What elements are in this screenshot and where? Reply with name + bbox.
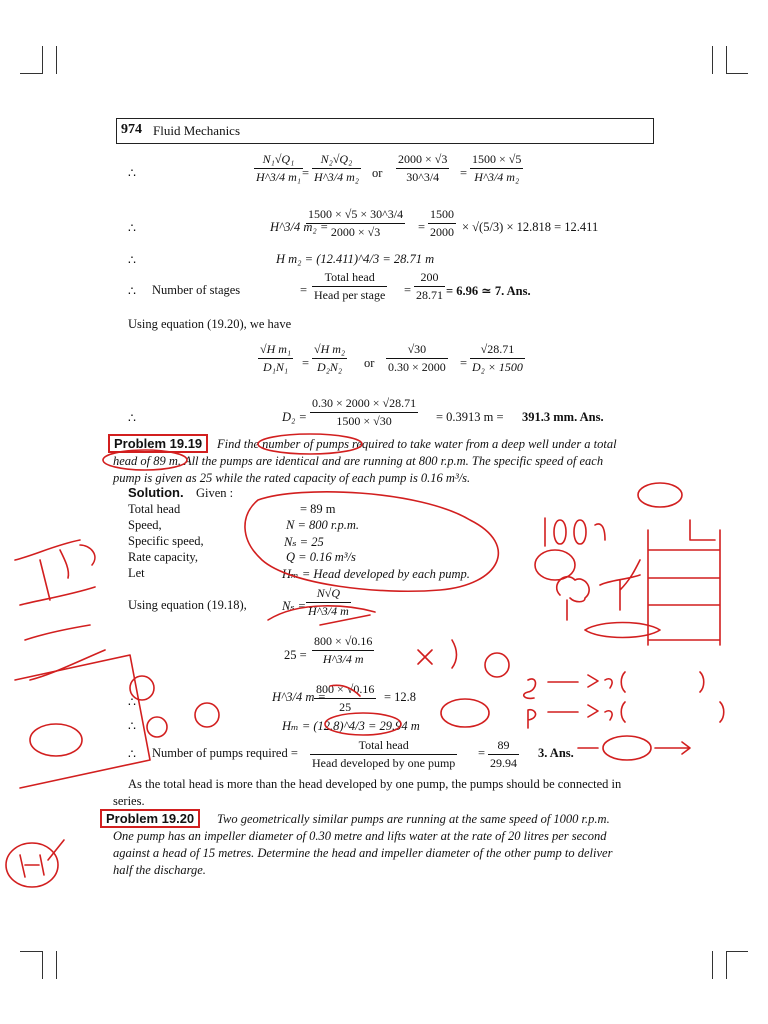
- equation-lhs: D₂ =: [282, 410, 307, 424]
- equation-fraction: $\frac{1500 \times √5 \times 30\^{}3/4}{2000 \times √3}$: [308, 207, 404, 239]
- answer-text: 391.3 mm. Ans.: [522, 410, 604, 424]
- equation-fraction: $\frac{0.30 \times 2000 \times √28.71}{1500 \times √30}$: [312, 396, 417, 428]
- given-label: Rate capacity,: [128, 550, 198, 564]
- problem-label: Problem 19.19: [108, 434, 208, 453]
- equation-rest: = 0.3913 m =: [436, 410, 504, 424]
- given-label: Given :: [196, 486, 234, 500]
- equation-fraction: Total head Head per stage: [314, 270, 386, 302]
- given-value: Q = 0.16 m³/s: [286, 550, 356, 564]
- equation-lhs: H^3/4 m₂ =: [270, 220, 329, 234]
- therefore-symbol: ∴: [128, 253, 136, 267]
- equation-lhs: 25 =: [284, 648, 307, 662]
- equation-fraction: $\frac{89}{29.94}$: [490, 738, 517, 770]
- equation-fraction: $\frac{800 \times √0.16}{H\^{}3/4 m}$: [314, 634, 373, 666]
- problem-text: Find the number of pumps required to take water from a deep well under a total: [217, 437, 617, 451]
- equation-fraction: $\frac{200}{28.71}$: [416, 270, 443, 302]
- equation-lhs: Nₛ =: [282, 599, 307, 613]
- therefore-symbol: ∴: [128, 719, 136, 733]
- therefore-symbol: ∴: [128, 695, 136, 709]
- given-value: = 89 m: [300, 502, 336, 516]
- equation-fraction: $\frac{\text{N₁√Q₁}}{\text{H\textasciicircum{}3/4 m₁}}$: [256, 152, 301, 184]
- equation-line: Hₘ = (12.8)^4/3 = 29.94 m: [282, 719, 420, 733]
- stages-result: = 6.96 ≃ 7. Ans.: [446, 284, 531, 298]
- given-label: Specific speed,: [128, 534, 204, 548]
- problem-label: Problem 19.20: [100, 809, 200, 828]
- equation-fraction: $\frac{800 \times √0.16}{25}$: [316, 682, 375, 714]
- using-equation-text: Using equation (19.20), we have: [128, 317, 292, 331]
- page-number: 974: [121, 122, 142, 137]
- given-value: N = 800 r.p.m.: [286, 518, 360, 532]
- equation-fraction: $\frac{\text{N₂√Q₂}}{\text{H\textasciicircum{}3/4 m₂}}$: [314, 152, 359, 184]
- given-label: Let: [128, 566, 145, 580]
- equation-fraction: $\frac{1500}{2000}$: [430, 207, 454, 239]
- problem-text: One pump has an impeller diameter of 0.30 metre and lifts water at the rate of 20 litres per second: [113, 829, 607, 843]
- problem-text: against a head of 15 metres. Determine the head and impeller diameter of the other pump to deliver: [113, 846, 613, 860]
- given-value: Nₛ = 25: [284, 535, 324, 549]
- equation-fraction: $\frac{\text{√H m₁}}{\text{D₁N₁}}$: [260, 342, 292, 374]
- equation-line: H m₂ = (12.411)^4/3 = 28.71 m: [276, 252, 435, 266]
- equation-lhs: H^3/4 m =: [272, 690, 326, 704]
- solution-heading: Solution.: [128, 485, 184, 500]
- equation-rest: × √(5/3) × 12.818 = 12.411: [462, 220, 599, 234]
- conclusion-text: series.: [113, 794, 145, 808]
- given-label: Total head: [128, 502, 181, 516]
- given-value: Hₘ = Head developed by each pump.: [282, 567, 470, 581]
- pumps-label: Number of pumps required =: [152, 746, 298, 760]
- problem-text: half the discharge.: [113, 863, 206, 877]
- equation-fraction: $\frac{2000 \times √3}{30\^{}3/4}$: [398, 152, 448, 184]
- equation-fraction: $\frac{√30}{0.30 \times 2000}$: [388, 342, 446, 374]
- therefore-symbol: ∴: [128, 166, 136, 180]
- equation-fraction: $\frac{\text{√H m₂}}{\text{D₂N₂}}$: [314, 342, 346, 374]
- conclusion-text: As the total head is more than the head developed by one pump, the pumps should be connected in: [128, 777, 622, 791]
- stages-label: Number of stages: [152, 283, 241, 297]
- therefore-symbol: ∴: [128, 221, 136, 235]
- or-word: or: [372, 166, 383, 180]
- therefore-symbol: ∴: [128, 747, 136, 761]
- book-title: Fluid Mechanics: [153, 123, 241, 138]
- equation-fraction: $\frac{√28.71}{\text{D₂ × 1500}}$: [472, 342, 523, 374]
- equation-fraction: $\frac{N√Q}{H\^{}3/4 m}$: [308, 586, 349, 618]
- equation-rest: = 12.8: [384, 690, 417, 704]
- equation-fraction: $\frac{1500 \times √5}{\text{H\textasciicircum{}3/4 m₂}}$: [472, 152, 522, 184]
- problem-text: head of 89 m. All the pumps are identical and are running at 800 r.p.m. The specific speed of each: [113, 454, 604, 468]
- equation-fraction: Total head Head developed by one pump: [312, 738, 456, 770]
- problem-text: Two geometrically similar pumps are running at the same speed of 1000 r.p.m.: [217, 812, 610, 826]
- using-equation-text: Using equation (19.18),: [128, 598, 247, 612]
- given-label: Speed,: [128, 518, 162, 532]
- therefore-symbol: ∴: [128, 284, 136, 298]
- therefore-symbol: ∴: [128, 411, 136, 425]
- problem-text: pump is given as 25 while the rated capacity of each pump is 0.16 m³/s.: [113, 471, 471, 485]
- or-word: or: [364, 356, 375, 370]
- answer-text: 3. Ans.: [538, 746, 574, 760]
